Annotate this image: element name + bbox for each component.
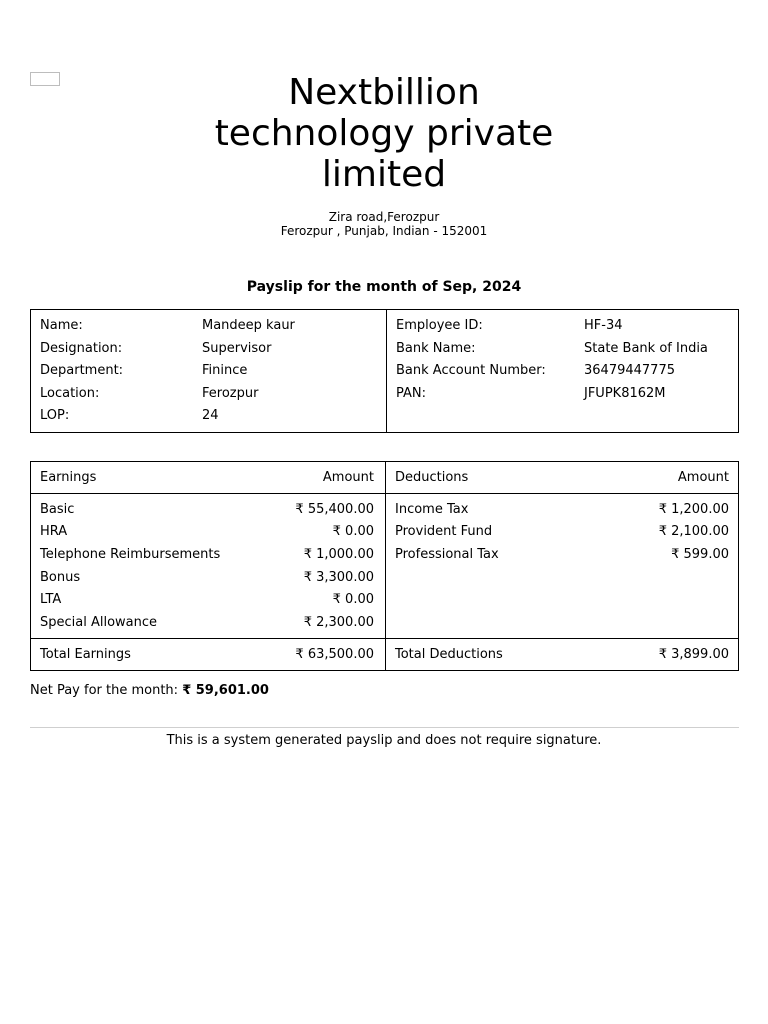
info-value: Finince bbox=[202, 363, 248, 378]
info-row-location bbox=[40, 386, 259, 402]
earning-amount: ₹ 3,300.00 bbox=[303, 570, 374, 585]
info-label: Bank Account Number: bbox=[396, 363, 546, 378]
total-earnings-amount: ₹ 63,500.00 bbox=[295, 647, 374, 662]
earning-label: Bonus bbox=[40, 570, 81, 585]
earning-label: HRA bbox=[40, 524, 68, 539]
deduction-amount: ₹ 2,100.00 bbox=[658, 524, 729, 539]
table-header-divider bbox=[31, 493, 738, 494]
info-row-lop bbox=[40, 408, 219, 424]
info-value: Supervisor bbox=[202, 341, 272, 356]
earning-label: Basic bbox=[40, 502, 75, 517]
info-value: JFUPK8162M bbox=[584, 386, 666, 401]
earning-amount: ₹ 0.00 bbox=[332, 592, 374, 607]
address-line-1: Zira road,Ferozpur bbox=[328, 210, 440, 224]
info-label: LOP: bbox=[40, 408, 70, 423]
company-name: Nextbillion technology private limited bbox=[214, 72, 554, 195]
info-label: Bank Name: bbox=[396, 341, 476, 356]
info-value: 24 bbox=[202, 408, 219, 423]
footer-note: This is a system generated payslip and does not require signature. bbox=[166, 733, 602, 748]
info-value: HF-34 bbox=[584, 318, 623, 333]
net-pay-value: ₹ 59,601.00 bbox=[182, 683, 269, 698]
deductions-amount-header: Amount bbox=[677, 470, 729, 485]
earnings-deductions-table bbox=[30, 461, 739, 671]
net-pay bbox=[30, 683, 269, 699]
info-row-bank-name bbox=[396, 341, 708, 357]
info-label: PAN: bbox=[396, 386, 427, 401]
deduction-label: Professional Tax bbox=[395, 547, 499, 562]
info-value: Mandeep kaur bbox=[202, 318, 295, 333]
info-label: Department: bbox=[40, 363, 124, 378]
earnings-header: Earnings bbox=[40, 470, 97, 485]
earning-label: Special Allowance bbox=[40, 615, 158, 630]
info-row-name bbox=[40, 318, 295, 334]
info-row-designation bbox=[40, 341, 272, 357]
employee-info-table bbox=[30, 309, 739, 433]
employee-info-left bbox=[31, 310, 387, 432]
table-total-divider bbox=[31, 638, 738, 639]
company-logo-placeholder bbox=[30, 72, 60, 86]
earning-label: LTA bbox=[40, 592, 62, 607]
info-row-department bbox=[40, 363, 248, 379]
earning-amount: ₹ 2,300.00 bbox=[303, 615, 374, 630]
deduction-label: Provident Fund bbox=[395, 524, 493, 539]
earning-amount: ₹ 55,400.00 bbox=[295, 502, 374, 517]
net-pay-label: Net Pay for the month: bbox=[30, 683, 179, 698]
address-line-2: Ferozpur , Punjab, Indian - 152001 bbox=[280, 224, 488, 238]
employee-info-right bbox=[387, 310, 738, 432]
total-deductions-label: Total Deductions bbox=[395, 647, 503, 662]
info-row-pan bbox=[396, 386, 666, 402]
info-value: State Bank of India bbox=[584, 341, 708, 356]
earning-amount: ₹ 0.00 bbox=[332, 524, 374, 539]
info-label: Name: bbox=[40, 318, 83, 333]
deductions-header: Deductions bbox=[395, 470, 469, 485]
earnings-amount-header: Amount bbox=[322, 470, 374, 485]
info-value: 36479447775 bbox=[584, 363, 675, 378]
info-value: Ferozpur bbox=[202, 386, 259, 401]
company-address bbox=[184, 210, 584, 238]
info-label: Designation: bbox=[40, 341, 123, 356]
info-label: Employee ID: bbox=[396, 318, 483, 333]
total-deductions-amount: ₹ 3,899.00 bbox=[658, 647, 729, 662]
total-earnings-label: Total Earnings bbox=[40, 647, 131, 662]
payslip-title: Payslip for the month of Sep, 2024 bbox=[246, 279, 522, 295]
earning-label: Telephone Reimbursements bbox=[40, 547, 221, 562]
footer-divider bbox=[30, 727, 739, 728]
deduction-amount: ₹ 1,200.00 bbox=[658, 502, 729, 517]
info-label: Location: bbox=[40, 386, 100, 401]
info-row-employee-id bbox=[396, 318, 623, 334]
info-row-bank-account bbox=[396, 363, 675, 379]
deduction-amount: ₹ 599.00 bbox=[671, 547, 729, 562]
earning-amount: ₹ 1,000.00 bbox=[303, 547, 374, 562]
deduction-label: Income Tax bbox=[395, 502, 469, 517]
